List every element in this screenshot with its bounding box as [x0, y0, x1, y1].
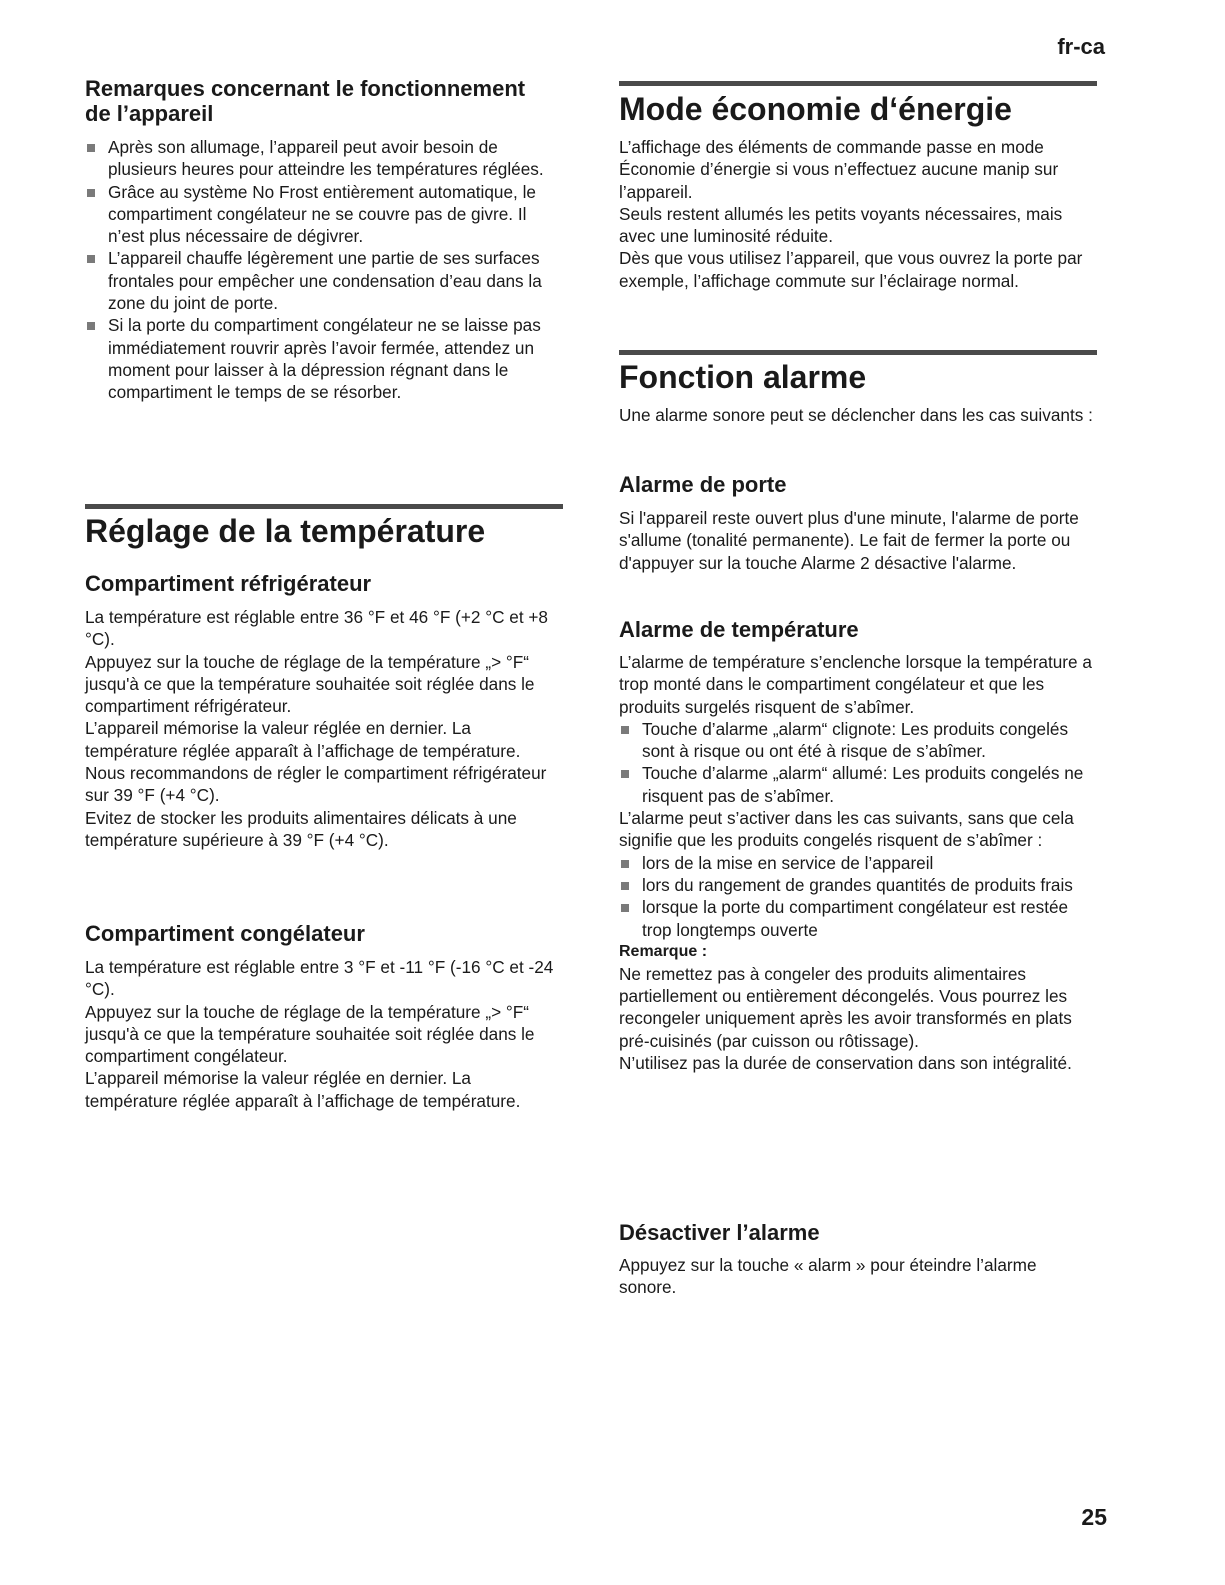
mode-eco-title: Mode économie d‘énergie — [619, 91, 1012, 127]
congelateur-section — [85, 921, 563, 1112]
paragraph: Nous recommandons de régler le compartiment réfrigérateur sur 39 °F (+4 °C). — [85, 763, 547, 806]
paragraph: Appuyez sur la touche de réglage de la température „> °F“ jusqu'à ce que la température souhaitée soit réglée dans le compartiment congélateur. — [85, 1001, 535, 1067]
alarme-temperature-section — [619, 617, 1097, 1074]
mode-eco-section — [619, 90, 1097, 292]
paragraph: Evitez de stocker les produits alimentaires délicats à une température supérieure à 39 °F (+4 °C). — [85, 807, 517, 850]
remarques-title — [85, 76, 563, 126]
square-bullet-icon — [621, 882, 629, 890]
paragraph: Si l'appareil reste ouvert plus d'une minute, l'alarme de porte s'allume (tonalité permanente). Le fait de fermer la porte ou d'appuyer sur la touche Alarme 2 désactive l'alarme. — [619, 508, 1079, 573]
square-bullet-icon — [621, 770, 629, 778]
paragraph: Ne remettez pas à congeler des produits alimentaires partiellement ou entièrement décongelés. Vous pourrez les recongeler uniquement après les avoir transformés en plats pré-cuisinés (par cuisson ou rôtissage). — [619, 963, 1072, 1051]
paragraph: Dès que vous utilisez l’appareil, que vous ouvrez la porte par exemple, l’affichage commute sur l’éclairage normal. — [619, 248, 1083, 291]
paragraph: L’alarme de température s’enclenche lorsque la température a trop monté dans le compartiment congélateur et que les produits surgelés risquent de s’abîmer. — [619, 652, 1092, 717]
remarques-list — [85, 136, 563, 404]
paragraph: Seuls restent allumés les petits voyants nécessaires, mais avec une luminosité réduite. — [619, 203, 1063, 247]
paragraph: L’appareil mémorise la valeur réglée en dernier. La température réglée apparaît à l’affichage de température. — [85, 718, 521, 761]
square-bullet-icon — [621, 904, 629, 912]
note-label: Remarque : — [619, 942, 708, 960]
language-tag: fr-ca — [1057, 34, 1105, 59]
square-bullet-icon — [621, 726, 629, 734]
remarques-title-line1: Remarques concernant le fonctionnement — [85, 76, 526, 101]
desactiver-section — [619, 1220, 1097, 1299]
page-number: 25 — [1081, 1504, 1107, 1530]
list-item: Touche d’alarme „alarm“ clignote: Les produits congelés sont à risque ou ont été à risque de s’abîmer. — [619, 718, 1097, 763]
section-divider — [85, 504, 563, 509]
paragraph: Appuyez sur la touche de réglage de la température „> °F“ jusqu'à ce que la température souhaitée soit réglée dans le compartiment réfrigérateur. — [85, 651, 535, 717]
list-item: Après son allumage, l’appareil peut avoir besoin de plusieurs heures pour atteindre les températures réglées. — [85, 136, 563, 181]
square-bullet-icon — [621, 860, 629, 868]
square-bullet-icon — [87, 144, 95, 152]
desactiver-title: Désactiver l’alarme — [619, 1220, 820, 1245]
alarme-intro: Une alarme sonore peut se déclencher dans les cas suivants : — [619, 405, 1093, 425]
alarme-title: Fonction alarme — [619, 359, 867, 395]
paragraph: L’affichage des éléments de commande passe en mode Économie d’énergie si vous n’effectuez aucune manip sur l’appareil. — [619, 137, 1059, 202]
paragraph: La température est réglable entre 36 °F et 46 °F (+2 °C et +8 °C). — [85, 607, 548, 650]
refrigerateur-section — [85, 571, 563, 851]
section-divider — [619, 81, 1097, 86]
refrigerateur-title: Compartiment réfrigérateur — [85, 571, 372, 596]
alarme-porte-title: Alarme de porte — [619, 472, 787, 497]
reglage-title: Réglage de la température — [85, 513, 486, 549]
congelateur-title: Compartiment congélateur — [85, 921, 365, 946]
list-item: lorsque la porte du compartiment congélateur est restée trop longtemps ouverte — [619, 896, 1097, 941]
reglage-section — [85, 512, 563, 550]
alarme-temperature-title: Alarme de température — [619, 617, 859, 642]
square-bullet-icon — [87, 255, 95, 263]
paragraph: L’alarme peut s’activer dans les cas suivants, sans que cela signifie que les produits congelés risquent de s’abîmer : — [619, 808, 1074, 851]
paragraph: La température est réglable entre 3 °F et -11 °F (-16 °C et -24 °C). — [85, 957, 554, 1000]
remarques-title-line2: de l’appareil — [85, 101, 214, 126]
alarme-porte-section — [619, 472, 1097, 574]
list-item: Touche d’alarme „alarm“ allumé: Les produits congelés ne risquent pas de s’abîmer. — [619, 762, 1097, 807]
square-bullet-icon — [87, 189, 95, 197]
paragraph: N’utilisez pas la durée de conservation dans son intégralité. — [619, 1053, 1072, 1074]
paragraph: L’appareil mémorise la valeur réglée en dernier. La température réglée apparaît à l’affichage de température. — [85, 1068, 521, 1111]
alarm-state-list — [619, 718, 1097, 807]
list-item: Grâce au système No Frost entièrement automatique, le compartiment congélateur ne se couvre pas de givre. Il n’est plus nécessaire de dégivrer. — [85, 181, 563, 248]
list-item: lors de la mise en service de l’appareil — [619, 852, 1097, 874]
list-item: L’appareil chauffe légèrement une partie de ses surfaces frontales pour empêcher une condensation d’eau dans la zone du joint de porte. — [85, 247, 563, 314]
list-item: Si la porte du compartiment congélateur ne se laisse pas immédiatement rouvrir après l’avoir fermée, attendez un moment pour laisser à la dépression régnant dans le compartiment le temps de se résorber. — [85, 314, 563, 403]
list-item: lors du rangement de grandes quantités de produits frais — [619, 874, 1097, 896]
section-divider — [619, 350, 1097, 355]
remarques-section — [85, 76, 563, 404]
square-bullet-icon — [87, 322, 95, 330]
alarm-cases-list — [619, 852, 1097, 941]
alarme-section — [619, 358, 1097, 426]
paragraph: Appuyez sur la touche « alarm » pour éteindre l’alarme sonore. — [619, 1255, 1037, 1298]
